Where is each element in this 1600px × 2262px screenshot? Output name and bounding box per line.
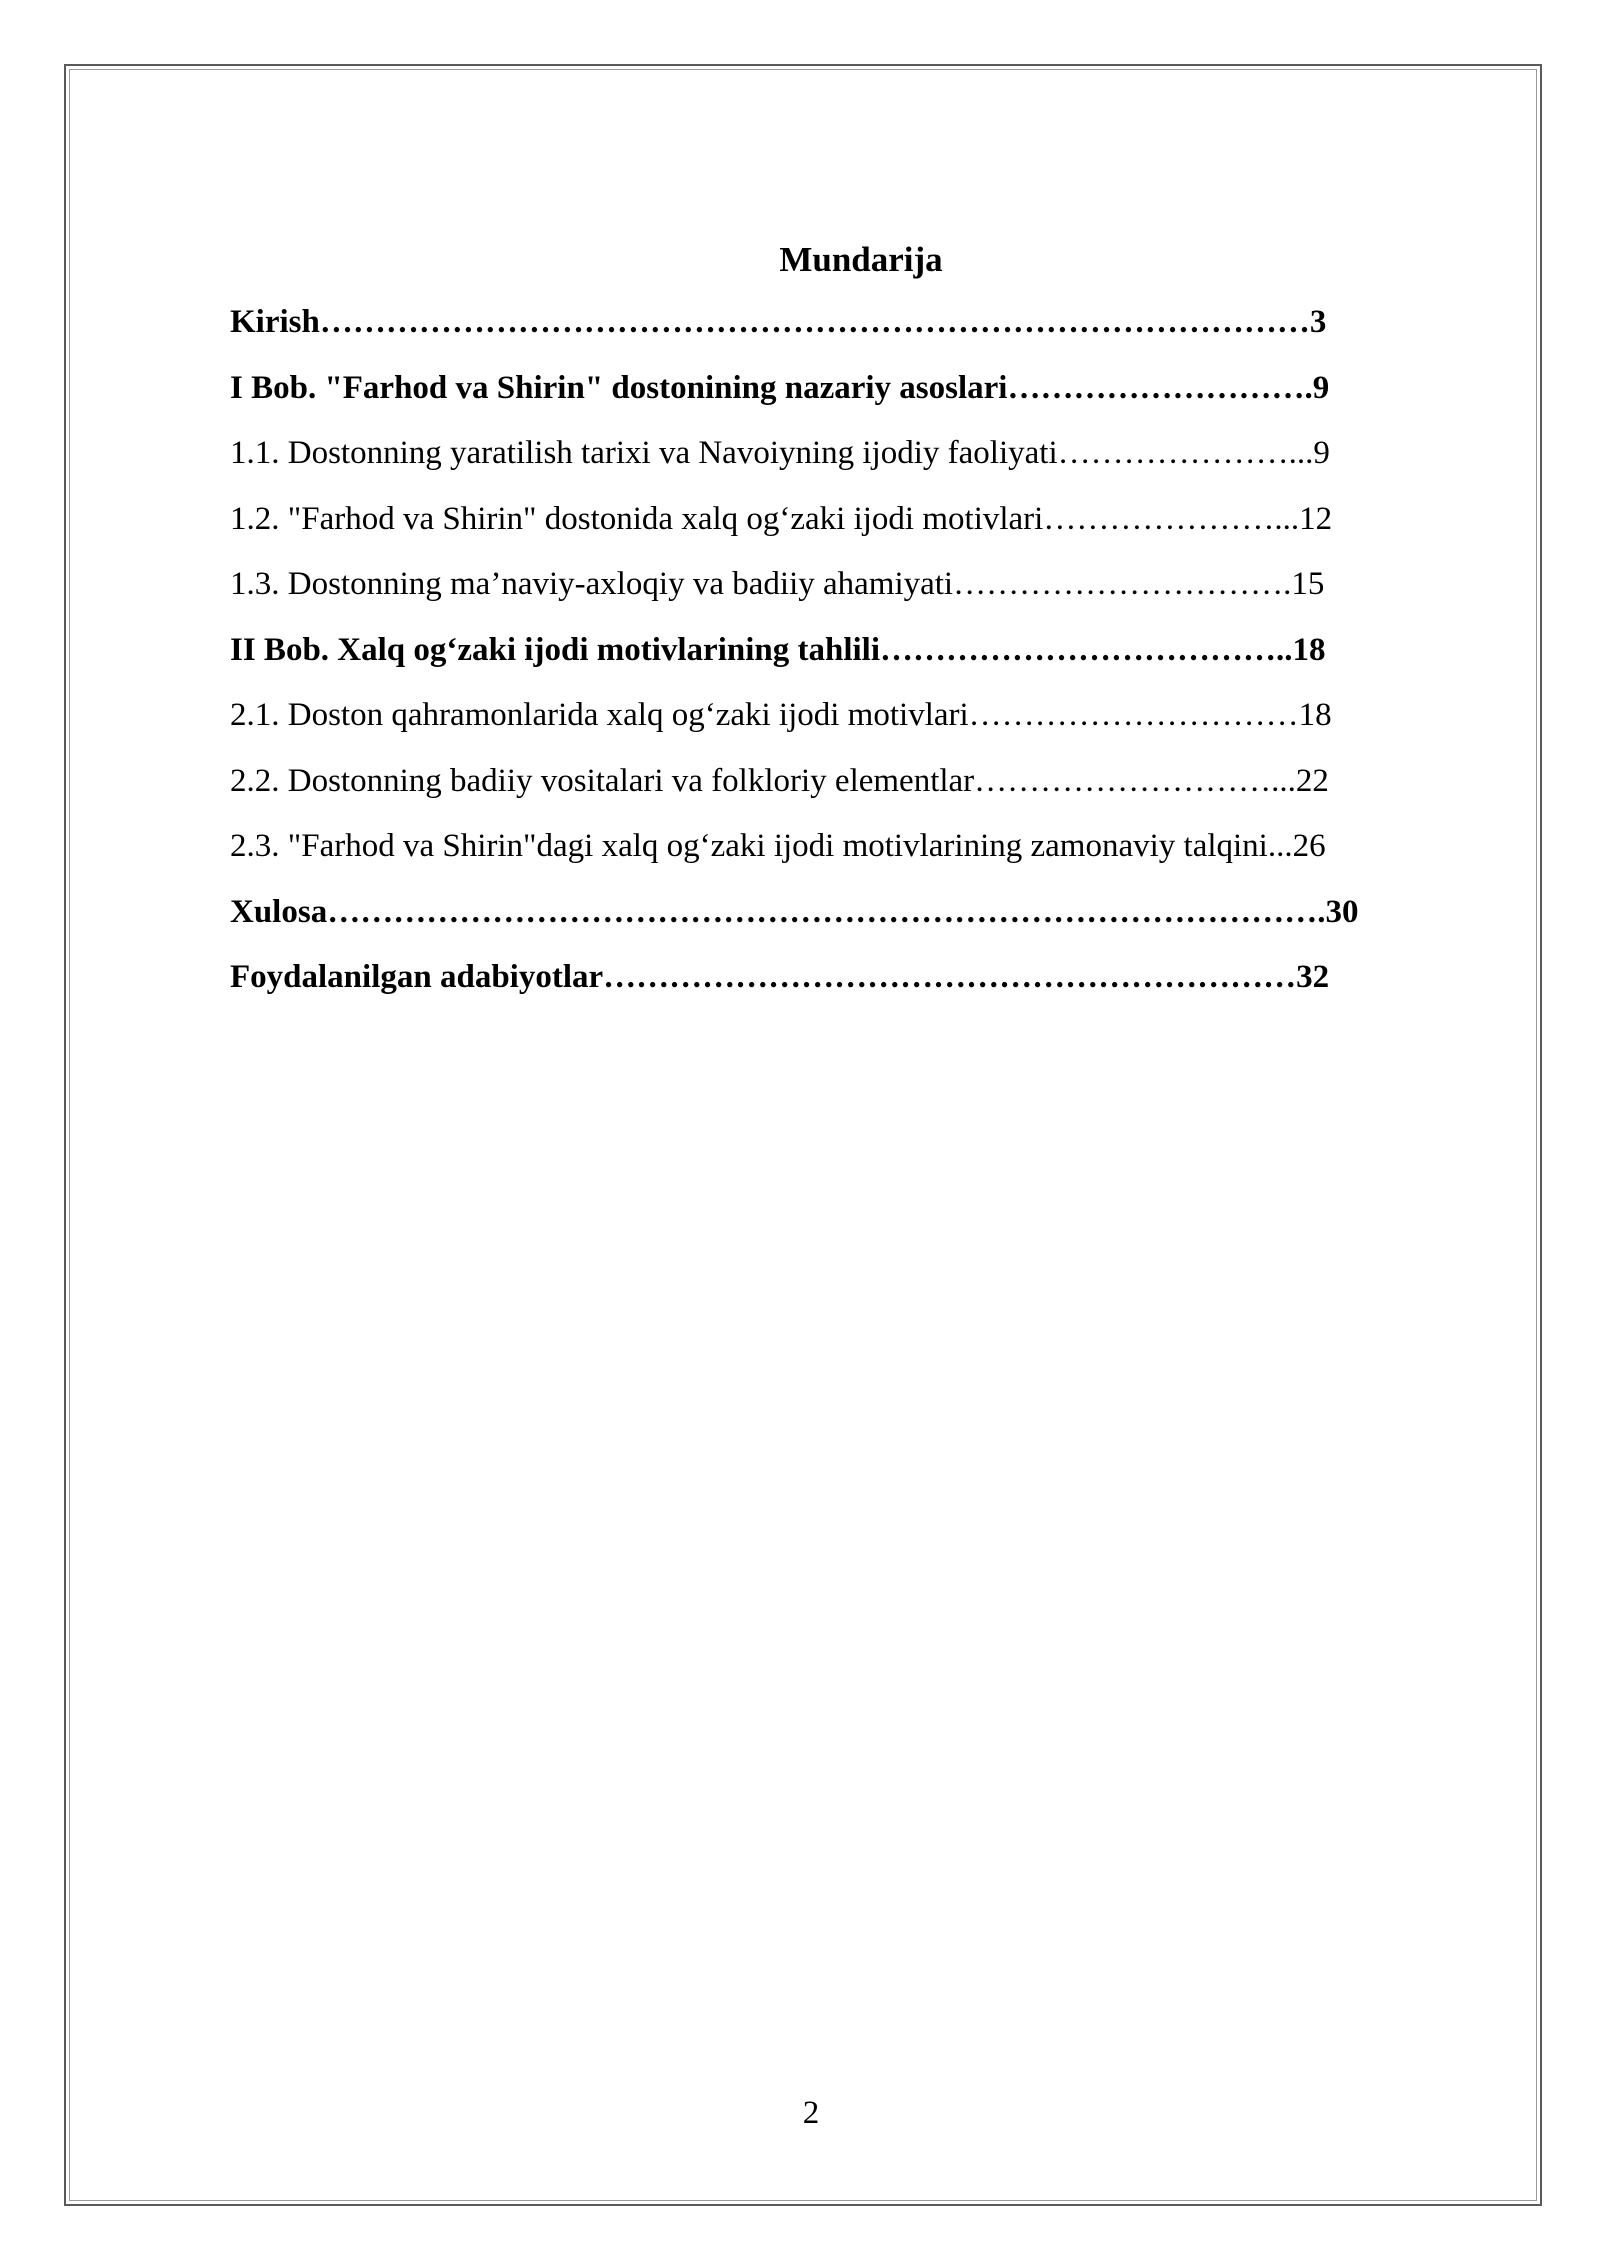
toc-entry-references: Foydalanilgan adabiyotlar………………………………………………………32: [230, 959, 1330, 995]
toc-entry-section-1-1: 1.1. Dostonning yaratilish tarixi va Navoiyning ijodiy faoliyati…………………...9: [230, 435, 1330, 471]
page-number: 2: [802, 2095, 820, 2131]
toc-title: Mundarija: [779, 240, 943, 279]
toc-entry-chapter-2: II Bob. Xalq og‘zaki ijodi motivlarining tahlili………………………………..18: [230, 631, 1326, 668]
toc-entry-section-2-2: 2.2. Dostonning badiiy vositalari va folkloriy elementlar………………………...22: [230, 762, 1329, 799]
table-of-contents: [230, 230, 1492, 1011]
toc-list: [230, 290, 1492, 1011]
toc-entry-section-2-1: 2.1. Doston qahramonlarida xalq og‘zaki ijodi motivlari…………………………18: [230, 697, 1332, 733]
toc-entry-chapter-1: I Bob. "Farhod va Shirin" dostonining nazariy asoslari……………………….9: [230, 369, 1330, 406]
toc-entry-xulosa: Xulosa……………………………………………………………………………….30: [230, 893, 1359, 930]
toc-entry-section-1-2: 1.2. "Farhod va Shirin" dostonida xalq og‘zaki ijodi motivlari…………………...12: [230, 500, 1333, 537]
toc-entry-kirish: Kirish………………………………………………………………………………3: [230, 304, 1327, 340]
toc-entry-section-2-3: 2.3. "Farhod va Shirin"dagi xalq og‘zaki ijodi motivlarining zamonaviy talqini...26: [230, 828, 1326, 864]
toc-entry-section-1-3: 1.3. Dostonning ma’naviy-axloqiy va badiiy ahamiyati………………………….15: [230, 566, 1325, 602]
